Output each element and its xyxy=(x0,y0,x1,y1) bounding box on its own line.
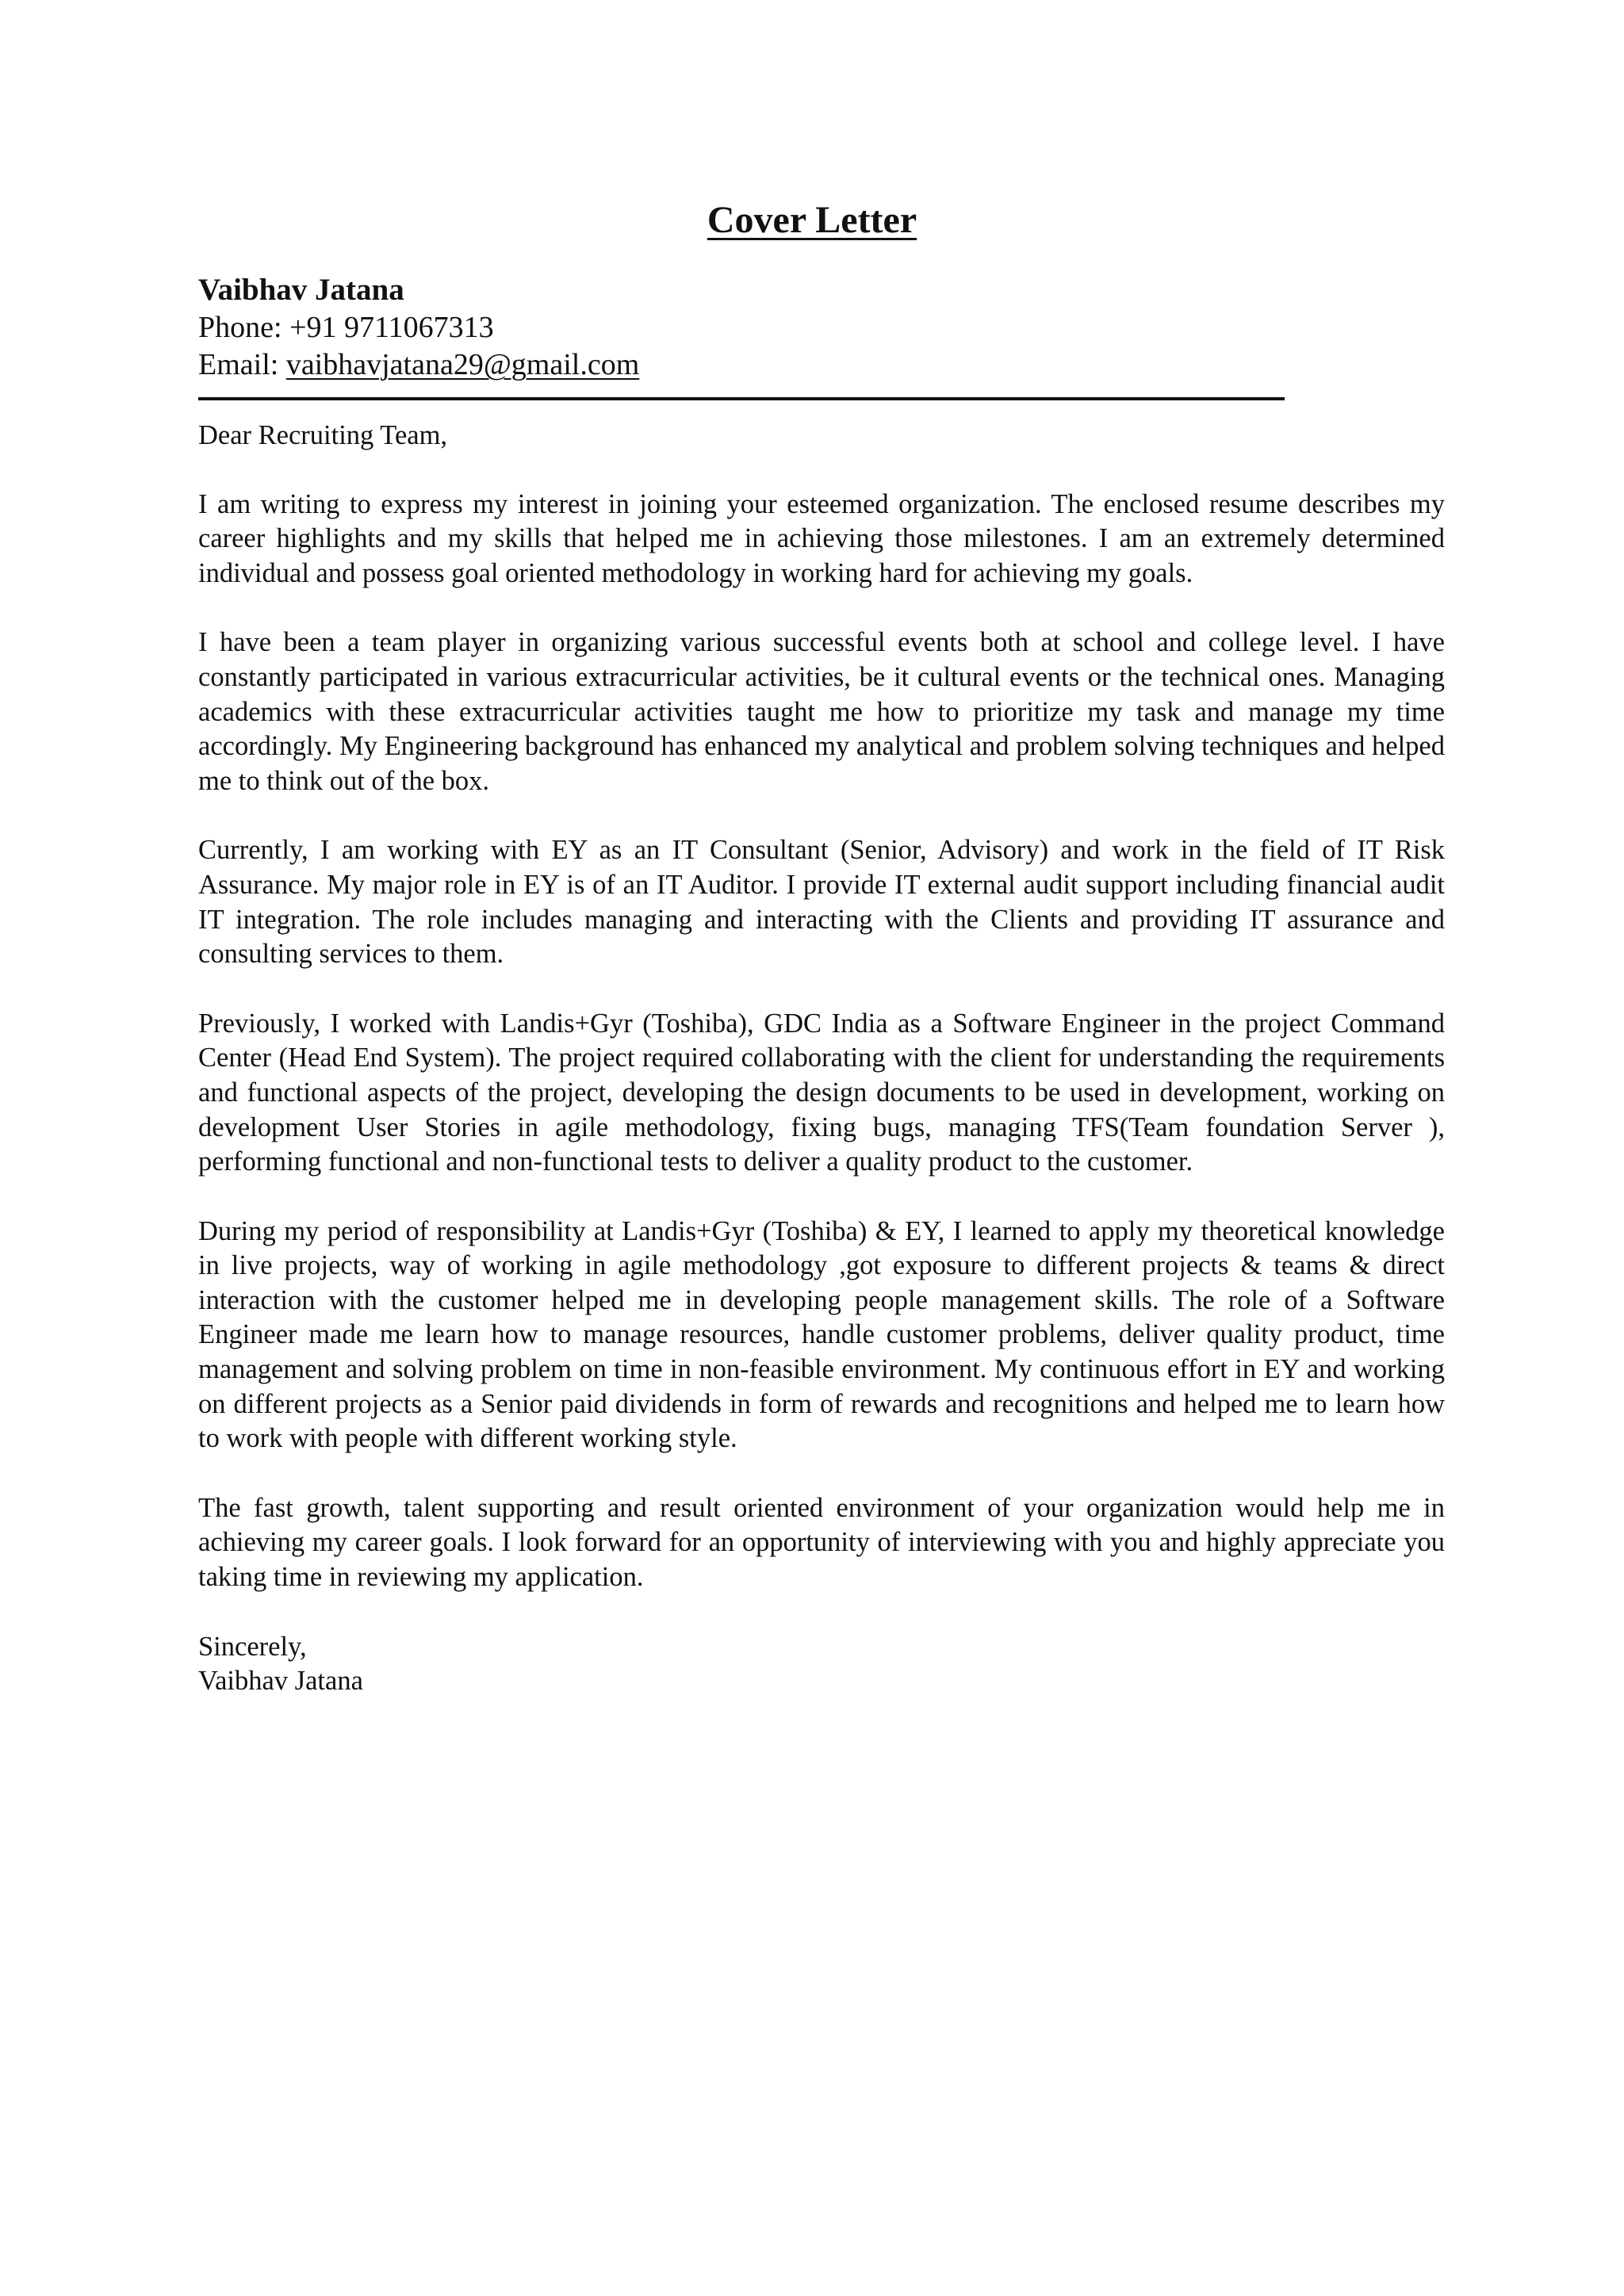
sender-name: Vaibhav Jatana xyxy=(198,273,404,307)
salutation: Dear Recruiting Team, xyxy=(198,420,448,450)
paragraph-current-role: Currently, I am working with EY as an IT Consultant (Senior, Advisory) and work in the field of IT Risk Assurance. My major role in EY is of an IT Auditor. I provide IT external audit support including financial audit IT integration. The role includes managing and interacting with the Clients and providing IT assurance and consulting services to them. xyxy=(198,835,1445,970)
paragraph-learnings: During my period of responsibility at Landis+Gyr (Toshiba) & EY, I learned to apply my theoretical knowledge in live projects, way of working in agile methodology ,got exposure to different projects & teams & direct interaction with the customer helped me in developing people management skills. The role of a Software Engineer made me learn how to manage resources, handle customer problems, deliver quality product, time management and solving problem on time in non-feasible environment. My continuous effort in EY and working on different projects as a Senior paid dividends in form of rewards and recognitions and helped me to learn how to work with people with different working style. xyxy=(198,1215,1445,1454)
header-divider xyxy=(198,397,1285,400)
letter-body xyxy=(198,419,1445,1699)
sender-header xyxy=(198,271,1285,384)
email-link[interactable]: vaibhavjatana29@gmail.com xyxy=(285,348,640,381)
phone-label: Phone: xyxy=(198,311,282,344)
page-title xyxy=(0,197,1624,244)
paragraph-team-player: I have been a team player in organizing various successful events both at school and college level. I have constantly participated in various extracurricular activities, be it cultural events or the technical ones. Managing academics with these extracurricular activities taught me how to prioritize my task and manage my time accordingly. My Engineering background has enhanced my analytical and problem solving techniques and helped me to think out of the box. xyxy=(198,627,1445,796)
phone-number: +91 9711067313 xyxy=(289,311,494,344)
phone-line xyxy=(198,309,1285,346)
email-label: Email: xyxy=(198,348,279,381)
paragraph-previous-role: Previously, I worked with Landis+Gyr (Toshiba), GDC India as a Software Engineer in the project Command Center (Head End System). The project required collaborating with the client for understanding the requirements and functional aspects of the project, developing the design documents to be used in development, working on development User Stories in agile methodology, fixing bugs, managing TFS(Team foundation Server ), performing functional and non-functional tests to deliver a quality product to the customer. xyxy=(198,1008,1445,1177)
paragraph-conclusion: The fast growth, talent supporting and result oriented environment of your organization would help me in achieving my career goals. I look forward for an opportunity of interviewing with you and highly appreciate you taking time in reviewing my application. xyxy=(198,1492,1445,1593)
valediction: Sincerely, xyxy=(198,1631,307,1662)
email-line xyxy=(198,346,1285,384)
page-title-text: Cover Letter xyxy=(707,199,917,241)
paragraph-interest: I am writing to express my interest in joining your esteemed organization. The enclosed resume describes my career highlights and my skills that helped me in achieving those milestones. I am an extremely determined individual and possess goal oriented methodology in working hard for achieving my goals. xyxy=(198,488,1445,588)
signature-name: Vaibhav Jatana xyxy=(198,1666,363,1697)
